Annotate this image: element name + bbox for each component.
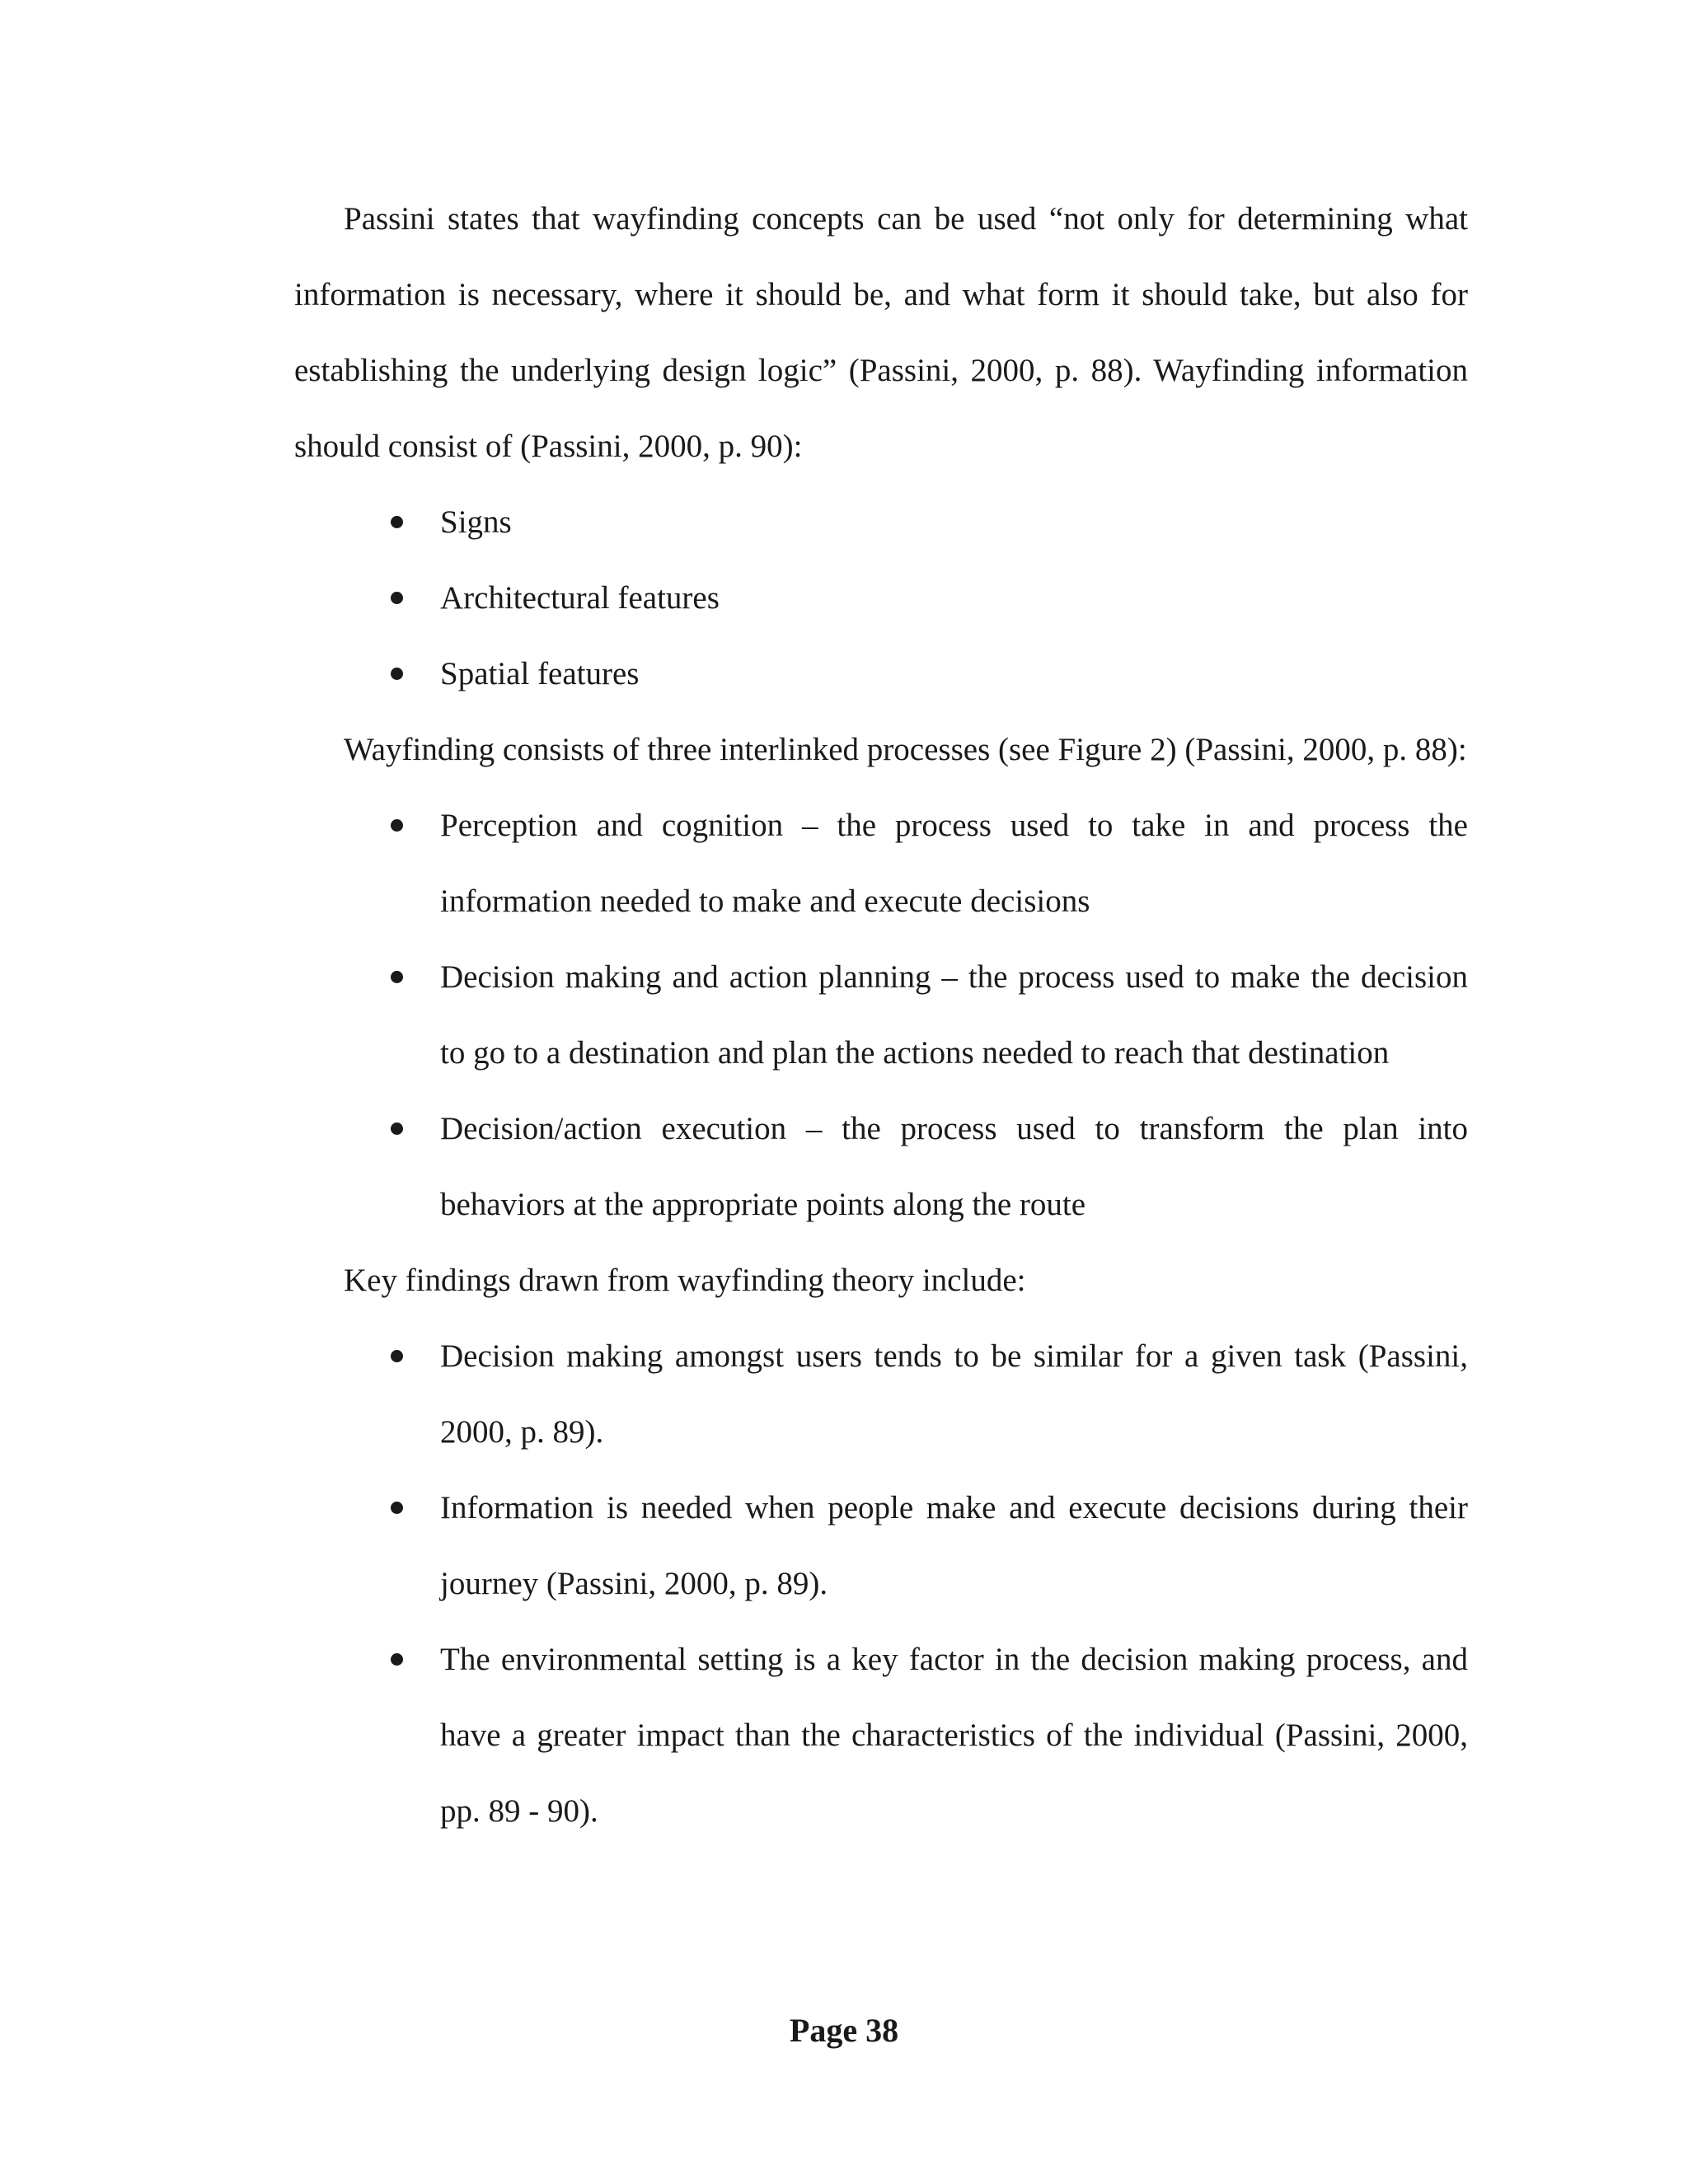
bullet-icon [391, 668, 403, 680]
bullet-icon [391, 1653, 403, 1666]
bullet-icon [391, 1502, 403, 1514]
list-item [440, 1319, 1468, 1470]
list-item-text: Perception and cognition – the process used to take in and process the information needed to make and execute decisions [440, 808, 1468, 919]
list-item [440, 1622, 1468, 1849]
paragraph-key-findings: Key findings drawn from wayfinding theory include: [344, 1263, 1026, 1298]
list-item [440, 636, 1468, 712]
body-text [294, 181, 1468, 1849]
list-item [440, 940, 1468, 1091]
list-item [440, 1470, 1468, 1622]
list-item-text: Decision/action execution – the process used to transform the plan into behaviors at the appropriate points along the route [440, 1111, 1468, 1222]
bullet-list-processes [294, 788, 1468, 1243]
page-number: Page 38 [789, 2012, 899, 2049]
bullet-list-key-findings [294, 1319, 1468, 1849]
paragraph-wayfinding-concepts: Passini states that wayfinding concepts can be used “not only for determining what information is necessary, where it should be, and what form it should take, but also for establishing the underlying design logic” (Passini, 2000, p. 88). Wayfinding information should consist of (Passini, 2000, p. 90): [294, 201, 1468, 464]
bullet-icon [391, 1350, 403, 1362]
list-item [440, 1091, 1468, 1243]
bullet-icon [391, 592, 403, 604]
list-item-text: Information is needed when people make and execute decisions during their journey (Passini, 2000, p. 89). [440, 1490, 1468, 1601]
list-item-text: Decision making and action planning – the process used to make the decision to go to a destination and plan the actions needed to reach that destination [440, 959, 1468, 1071]
bullet-icon [391, 819, 403, 832]
list-item-text: Architectural features [440, 580, 720, 616]
paragraph-wayfinding-processes: Wayfinding consists of three interlinked processes (see Figure 2) (Passini, 2000, p. 88): [344, 732, 1467, 767]
list-item-text: Decision making amongst users tends to be similar for a given task (Passini, 2000, p. 89). [440, 1338, 1468, 1450]
bullet-icon [391, 971, 403, 983]
bullet-icon [391, 516, 403, 528]
list-item [440, 560, 1468, 636]
list-item-text: Signs [440, 504, 512, 540]
list-item [440, 788, 1468, 940]
bullet-list-information-types [294, 485, 1468, 712]
bullet-icon [391, 1122, 403, 1135]
list-item [440, 485, 1468, 560]
list-item-text: The environmental setting is a key factor in the decision making process, and have a greater impact than the characteristics of the individual (Passini, 2000, pp. 89 - 90). [440, 1642, 1468, 1829]
list-item-text: Spatial features [440, 656, 640, 691]
